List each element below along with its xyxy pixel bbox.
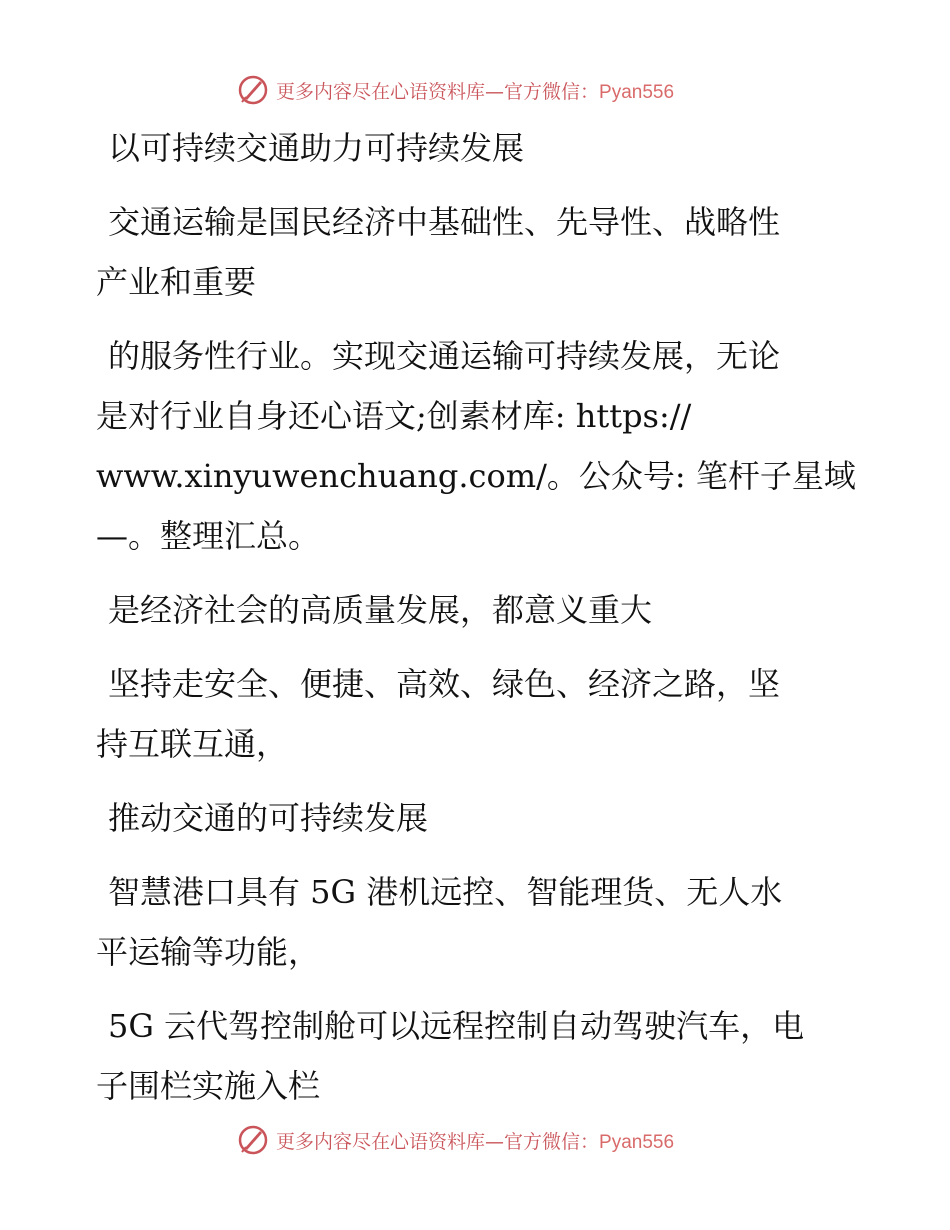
quill-pen-circle-icon [236, 73, 270, 107]
paragraph-1 [96, 118, 856, 178]
paragraph-line: 以可持续交通助力可持续发展 [108, 129, 525, 167]
footer-banner [236, 1122, 674, 1158]
quill-pen-circle-icon [236, 1123, 270, 1157]
wechat-id: Pyan556 [599, 1131, 675, 1153]
document-body [96, 118, 856, 1130]
paragraph-line: 交通运输是国民经济中基础性、先导性、战略性 [108, 203, 781, 241]
paragraph-line: 子围栏实施入栏 [96, 1067, 321, 1105]
paragraph-3 [96, 326, 856, 566]
banner-text: 更多内容尽在心语资料库—官方微信：Pyan556 [276, 1130, 675, 1153]
paragraph-line: 智慧港口具有 5G 港机远控、智能理货、无人水 [108, 873, 783, 911]
paragraph-line: 坚持走安全、便捷、高效、绿色、经济之路，坚 [108, 665, 781, 703]
paragraph-line: 的服务性行业。实现交通运输可持续发展，无论 [108, 337, 781, 375]
paragraph-line: 是对行业自身还心语文;创素材库: https:// [96, 397, 692, 435]
banner-text: 更多内容尽在心语资料库—官方微信：Pyan556 [276, 80, 675, 103]
paragraph-line: 是经济社会的高质量发展，都意义重大 [108, 591, 653, 629]
paragraph-line: www.xinyuwenchuang.com/。公众号: 笔杆子星域 [96, 457, 856, 495]
paragraph-4 [96, 580, 856, 640]
paragraph-line: 推动交通的可持续发展 [108, 799, 429, 837]
paragraph-line: 平运输等功能， [96, 933, 321, 971]
paragraph-line: 持互联互通， [96, 725, 289, 763]
paragraph-6 [96, 788, 856, 848]
wechat-id: Pyan556 [599, 81, 675, 103]
header-banner [236, 72, 674, 108]
paragraph-line: 5G 云代驾控制舱可以远程控制自动驾驶汽车，电 [108, 1007, 805, 1045]
paragraph-5 [96, 654, 856, 774]
paragraph-line: 产业和重要 [96, 263, 257, 301]
paragraph-2 [96, 192, 856, 312]
paragraph-8 [96, 996, 856, 1116]
paragraph-line: —。整理汇总。 [96, 517, 321, 555]
paragraph-7 [96, 862, 856, 982]
